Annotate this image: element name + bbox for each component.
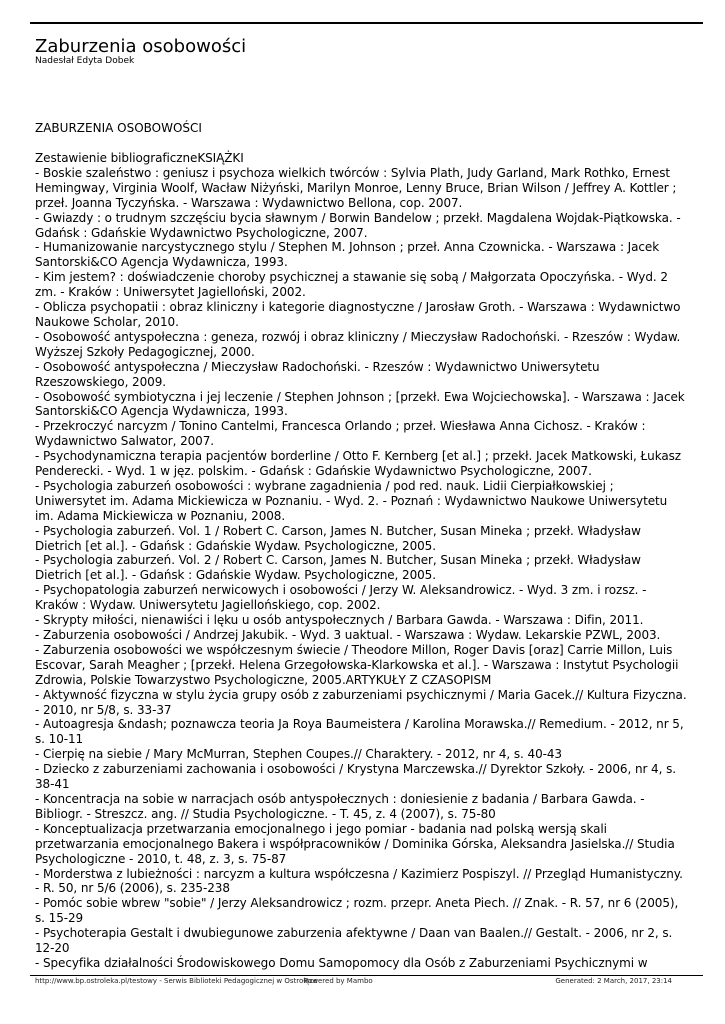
page-title: Zaburzenia osobowości — [35, 36, 247, 57]
bibliography-subheading: Zestawienie bibliograficzneKSIĄŻKI — [35, 151, 244, 165]
bibliography-entry: - Skrypty miłości, nienawiści i lęku u osób antyspołecznych / Barbara Gawda. - Warszawa : Difin, 2011. — [35, 613, 644, 628]
bibliography-entry: - Psychologia zaburzeń. Vol. 2 / Robert C. Carson, James N. Butcher, Susan Mineka ; przekł. Władysław Dietrich [et al.]. - Gdańsk : Gdańskie Wydaw. Psychologiczne, 2005. — [35, 553, 641, 583]
bibliography-entry: - Konceptualizacja przetwarzania emocjonalnego i jego pomiar - badania nad polską wersją skali przetwarzania emocjonalnego Bakera i współpracowników / Dominika Górska, Aleksandra Jasielska.// Studia Psychologiczne - 2010, t. 48, z. 3, s. 75-87 — [35, 821, 675, 866]
bibliography-entry: - Psychoterapia Gestalt i dwubiegunowe zaburzenia afektywne / Daan van Baalen.// Gestalt. - 2006, nr 2, s. 12-20 — [35, 926, 673, 956]
bibliography-entry: - Koncentracja na sobie w narracjach osób antyspołecznych : doniesienie z badania / Barbara Gawda. - Bibliogr. - Streszcz. ang. // Studia Psychologiczne. - T. 45, z. 4 (2007), s. 75-80 — [35, 791, 645, 821]
bibliography-entry: - Dziecko z zaburzeniami zachowania i osobowości / Krystyna Marczewska.// Dyrektor Szkoły. - 2006, nr 4, s. 38-41 — [35, 762, 676, 792]
author-line: Nadesłał Edyta Dobek — [35, 56, 135, 66]
bibliography-entry: - Psychologia zaburzeń. Vol. 1 / Robert C. Carson, James N. Butcher, Susan Mineka ; przekł. Władysław Dietrich [et al.]. - Gdańsk : Gdańskie Wydaw. Psychologiczne, 2005. — [35, 523, 641, 553]
bibliography-entry: - Kim jestem? : doświadczenie choroby psychicznej a stawanie się sobą / Małgorzata Opoczyńska. - Wyd. 2 zm. - Kraków : Uniwersytet Jagielloński, 2002. — [35, 270, 668, 300]
bibliography-entry: - Zaburzenia osobowości / Andrzej Jakubik. - Wyd. 3 uaktual. - Warszawa : Wydaw. Lekarskie PZWL, 2003. — [35, 628, 661, 642]
bibliography-entry: - Zaburzenia osobowości we współczesnym świecie / Theodore Millon, Roger Davis [oraz] Carrie Millon, Luis Escovar, Sarah Meagher ; [przekł. Helena Grzegołowska-Klarkowska et al.]. - Warszawa : Instytut Psychologii Zdrowia, Polskie Towarzystwo Psychologiczne, 2005.ARTYKUŁY Z CZASOPISM — [35, 642, 679, 687]
bibliography-entry: - Boskie szaleństwo : geniusz i psychoza wielkich twórców : Sylvia Plath, Judy Garland, Mark Rothko, Ernest Hemingway, Virginia Woolf, Wacław Niżyński, Marilyn Monroe, Lenny Bruce, Brian Wilson / Jeffrey A. Kottler ; przeł. Joanna Tyczyńska. - Warszawa : Wydawnictwo Bellona, cop. 2007. — [35, 165, 677, 210]
bibliography-entry: - Morderstwa z lubieżności : narcyzm a kultura współczesna / Kazimierz Pospiszyl. // Przegląd Humanistyczny. - R. 50, nr 5/6 (2006), s. 235-238 — [35, 866, 683, 896]
section-heading: ZABURZENIA OSOBOWOŚCI — [35, 121, 202, 135]
footer-generated: Generated: 2 March, 2017, 23:14 — [555, 977, 672, 985]
bibliography-entry: - Osobowość symbiotyczna i jej leczenie / Stephen Johnson ; [przekł. Ewa Wojciechowska]. - Warszawa : Jacek Santorski&CO Agencja Wydawnicza, 1993. — [35, 389, 685, 419]
top-rule — [30, 22, 703, 24]
bibliography-entry: - Psychologia zaburzeń osobowości : wybrane zagadnienia / pod red. nauk. Lidii Cierpiałkowskiej ; Uniwersytet im. Adama Mickiewicza w Poznaniu. - Wyd. 2. - Poznań : Wydawnictwo Naukowe Uniwersytetu im. Adama Mickiewicza w Poznaniu, 2008. — [35, 478, 668, 523]
bibliography-entry: - Autoagresja &ndash; poznawcza teoria Ja Roya Baumeistera / Karolina Morawska.// Remedium. - 2012, nr 5, s. 10-11 — [35, 717, 684, 747]
bibliography-entry: - Osobowość antyspołeczna : geneza, rozwój i obraz kliniczny / Mieczysław Radochoński. - Rzeszów : Wydaw. Wyższej Szkoły Pedagogicznej, 2000. — [35, 329, 681, 359]
bibliography-entry: - Aktywność fizyczna w stylu życia grupy osób z zaburzeniami psychicznymi / Maria Gacek.// Kultura Fizyczna. - 2010, nr 5/8, s. 33-37 — [35, 687, 687, 717]
bibliography-entry: - Oblicza psychopatii : obraz kliniczny i kategorie diagnostyczne / Jarosław Groth. - Warszawa : Wydawnictwo Naukowe Scholar, 2010. — [35, 300, 681, 329]
bibliography-entry: - Psychodynamiczna terapia pacjentów borderline / Otto F. Kernberg [et al.] ; przekł. Jacek Matkowski, Łukasz Penderecki. - Wyd. 1 w jęz. polskim. - Gdańsk : Gdańskie Wydawnictwo Psychologiczne, 2007. — [35, 449, 682, 479]
bibliography-body — [35, 151, 687, 971]
footer-powered: Powered by Mambo — [304, 977, 373, 985]
footer-url[interactable]: http://www.bp.ostroleka.pl/testowy - Serwis Biblioteki Pedagogicznej w Ostrołęce — [35, 977, 318, 985]
bibliography-entry: - Pomóc sobie wbrew "sobie" / Jerzy Aleksandrowicz ; rozm. przepr. Aneta Piech. // Znak. - R. 57, nr 6 (2005), s. 15-29 — [35, 896, 679, 926]
bottom-rule — [30, 975, 703, 976]
bibliography-entry: - Osobowość antyspołeczna / Mieczysław Radochoński. - Rzeszów : Wydawnictwo Uniwersytetu Rzeszowskiego, 2009. — [35, 359, 600, 389]
bibliography-entry: - Cierpię na siebie / Mary McMurran, Stephen Coupes.// Charaktery. - 2012, nr 4, s. 40-43 — [35, 747, 562, 762]
bibliography-entry: - Specyfika działalności Środowiskowego Domu Samopomocy dla Osób z Zaburzeniami Psychicznymi w — [35, 955, 648, 970]
bibliography-entry: - Przekroczyć narcyzm / Tonino Cantelmi, Francesca Orlando ; przeł. Wiesława Anna Cichosz. - Kraków : Wydawnictwo Salwator, 2007. — [35, 419, 646, 449]
bibliography-entry: - Humanizowanie narcystycznego stylu / Stephen M. Johnson ; przeł. Anna Czownicka. - Warszawa : Jacek Santorski&CO Agencja Wydawnicza, 1993. — [35, 240, 660, 270]
bibliography-entry: - Psychopatologia zaburzeń nerwicowych i osobowości / Jerzy W. Aleksandrowicz. - Wyd. 3 zm. i rozsz. - Kraków : Wydaw. Uniwersytetu Jagiellońskiego, cop. 2002. — [35, 583, 647, 613]
bibliography-entry: - Gwiazdy : o trudnym szczęściu bycia sławnym / Borwin Bandelow ; przekł. Magdalena Wojdak-Piątkowska. - Gdańsk : Gdańskie Wydawnictwo Psychologiczne, 2007. — [35, 210, 681, 240]
